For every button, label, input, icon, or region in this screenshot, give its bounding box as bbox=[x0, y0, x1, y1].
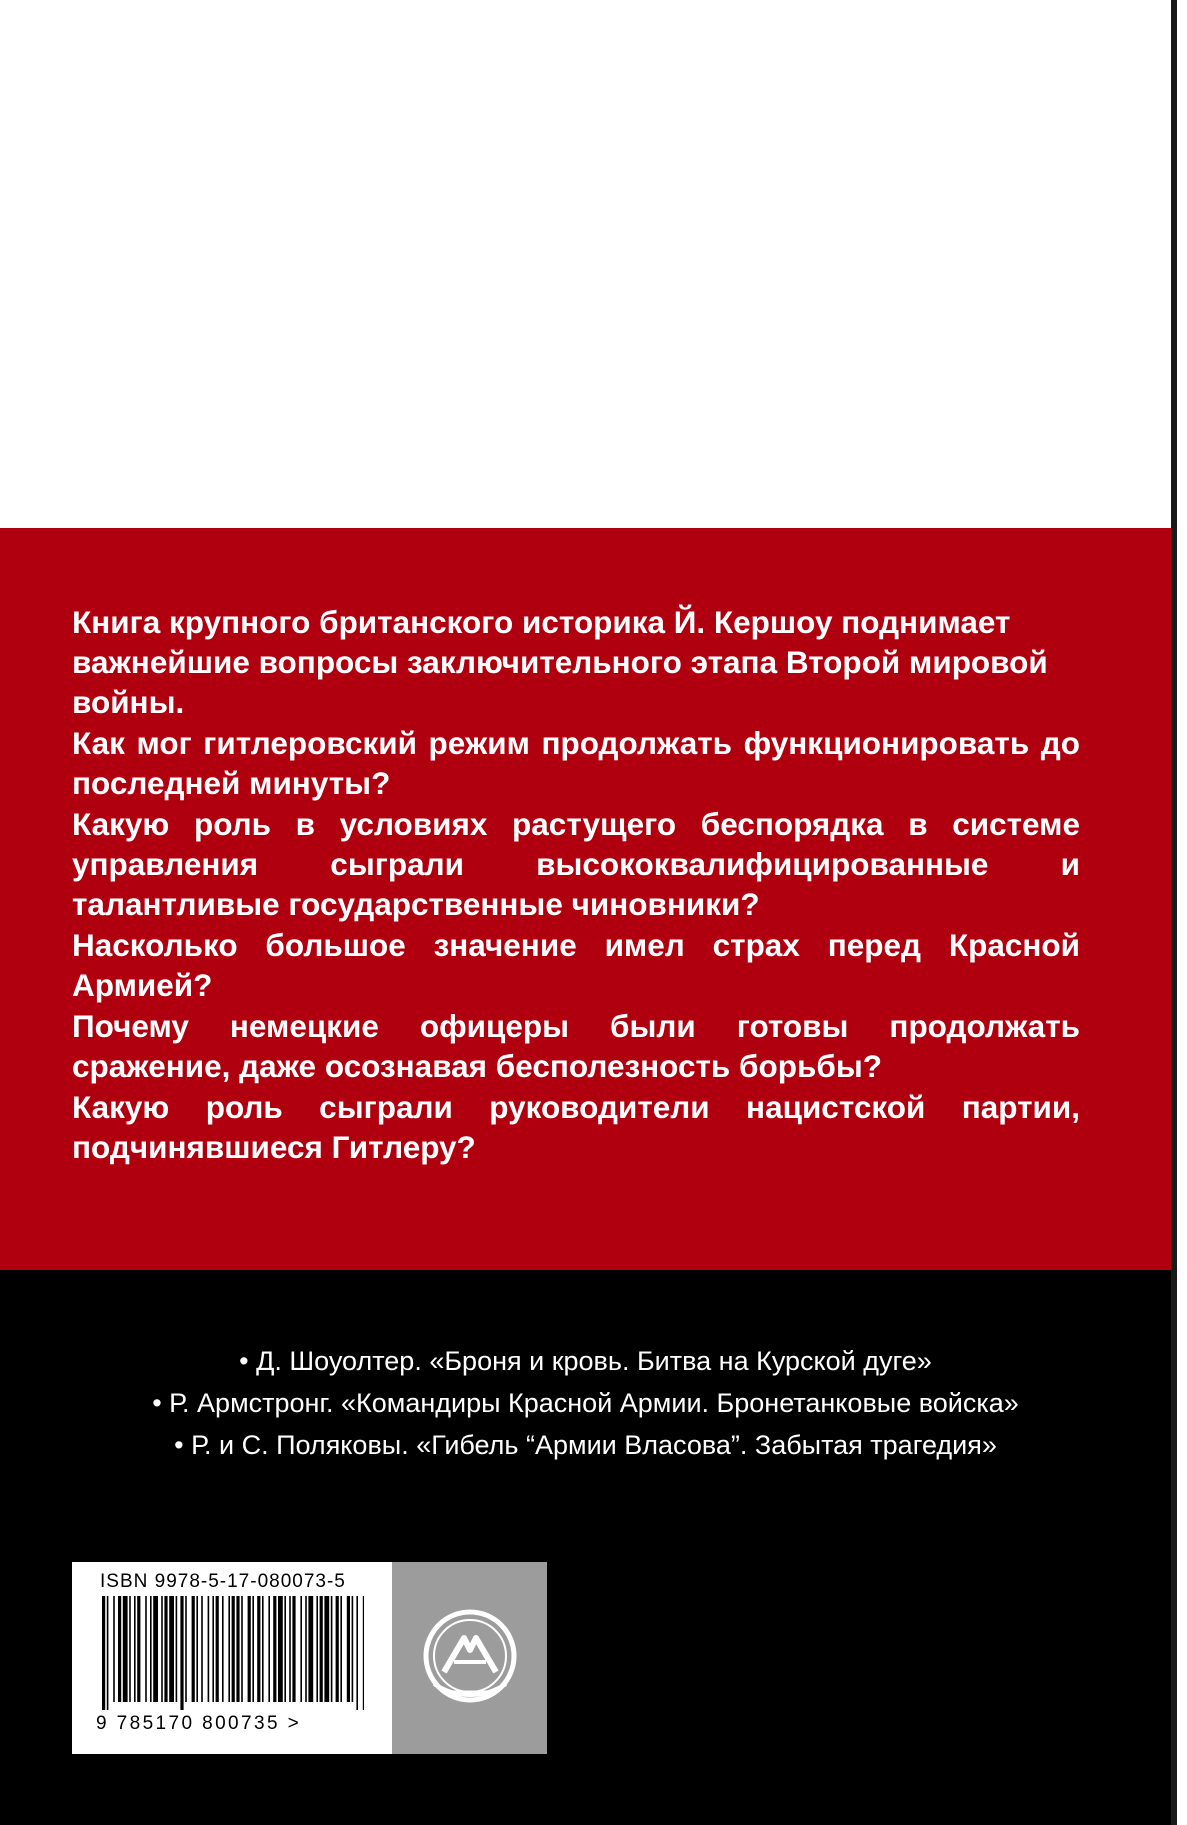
series-list bbox=[0, 1340, 1171, 1466]
isbn-label: ISBN 9978-5-17-080073-5 bbox=[100, 1571, 346, 1592]
barcode-bars bbox=[102, 1596, 364, 1710]
barcode-digits: 9 785170 800735 > bbox=[96, 1713, 302, 1734]
annotation-paragraph: Как мог гитлеровский режим продолжать функционировать до последней минуты? bbox=[72, 725, 1080, 801]
series-item: • Р. Армстронг. «Командиры Красной Армии. Бронетанковые войска» bbox=[152, 1388, 1019, 1418]
barcode-panel bbox=[72, 1562, 392, 1754]
publisher-monogram-icon bbox=[414, 1602, 526, 1714]
publisher-logo bbox=[392, 1562, 547, 1754]
annotation-paragraph: Почему немецкие офицеры были готовы продолжать сражение, даже осознавая бесполезность борьбы? bbox=[72, 1008, 1080, 1084]
annotation-paragraph: Какую роль в условиях растущего беспорядка в системе управления сыграли высококвалифицированные и талантливые государственные чиновники? bbox=[72, 806, 1080, 922]
cover-blank-area bbox=[0, 0, 1171, 528]
book-annotation bbox=[72, 602, 1080, 1168]
series-item: • Д. Шоуолтер. «Броня и кровь. Битва на Курской дуге» bbox=[239, 1346, 932, 1376]
annotation-paragraph: Какую роль сыграли руководители нацистской партии, подчинявшиеся Гитлеру? bbox=[72, 1089, 1080, 1165]
annotation-paragraph: Книга крупного британского историка Й. Кершоу поднимает важнейшие вопросы заключительного этапа Второй мировой войны. bbox=[72, 604, 1048, 720]
annotation-paragraph: Насколько большое значение имел страх перед Красной Армией? bbox=[72, 927, 1080, 1003]
series-item: • Р. и С. Поляковы. «Гибель “Армии Власова”. Забытая трагедия» bbox=[174, 1430, 997, 1460]
cover-edge bbox=[1171, 0, 1177, 1825]
